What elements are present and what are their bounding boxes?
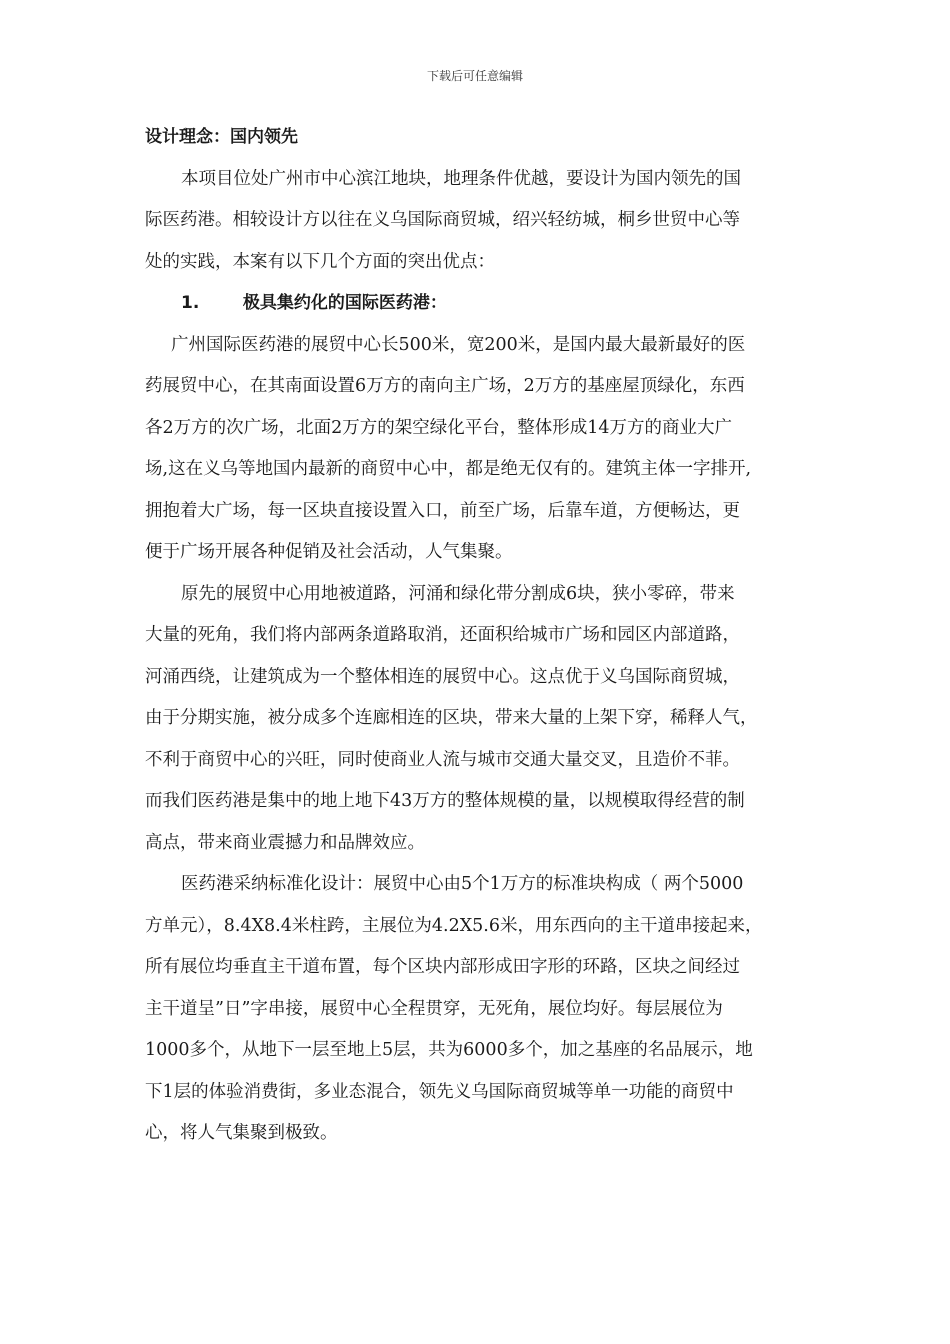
paragraph-line: 方单元），8.4X8.4米柱跨，主展位为4.2X5.6米，用东西向的主干道串接起来， (145, 915, 763, 936)
paragraph-line: 广州国际医药港的展贸中心长500米，宽200米，是国内最大最新最好的医 (171, 334, 746, 355)
list-item-number: 1. (181, 293, 200, 313)
paragraph-line: 药展贸中心，在其南面设置6万方的南向主广场，2万方的基座屋顶绿化，东西 (145, 376, 745, 396)
list-item-heading (145, 283, 815, 325)
paragraph-line: 各2万方的次广场，北面2万方的架空绿化平台，整体形成14万方的商业大广 (145, 417, 733, 438)
paragraph-intro (145, 159, 815, 284)
paragraph-line: 原先的展贸中心用地被道路，河涌和绿化带分割成6块，狭小零碎，带来 (181, 583, 735, 604)
paragraph-line: 医药港采纳标准化设计：展贸中心由5个1万方的标准块构成（ 两个5000 (181, 874, 744, 894)
paragraph-line: 下1层的体验消费街，多业态混合，领先义乌国际商贸城等单一功能的商贸中 (145, 1081, 734, 1102)
paragraph-line: 大量的死角，我们将内部两条道路取消，还面积给城市广场和园区内部道路， (145, 625, 740, 645)
header-note: 下载后可任意编辑 (426, 69, 523, 83)
paragraph-line: 而我们医药港是集中的地上地下43万方的整体规模的量，以规模取得经营的制 (145, 791, 745, 811)
paragraph-line: 高点，带来商业震撼力和品牌效应。 (145, 832, 425, 853)
paragraph-line: 不利于商贸中心的兴旺，同时使商业人流与城市交通大量交叉，且造价不菲。 (145, 749, 740, 770)
paragraph-line: 主干道呈”日”字串接，展贸中心全程贯穿，无死角，展位均好。每层展位为 (145, 998, 723, 1019)
list-item-title: 极具集约化的国际医药港： (242, 293, 447, 313)
paragraph-site (145, 574, 815, 865)
paragraph-line: 河涌西绕，让建筑成为一个整体相连的展贸中心。这点优于义乌国际商贸城， (145, 666, 740, 687)
paragraph-line: 际医药港。相较设计方以往在义乌国际商贸城，绍兴轻纺城，桐乡世贸中心等 (145, 210, 740, 230)
paragraph-line: 便于广场开展各种促销及社会活动，人气集聚。 (145, 542, 513, 562)
paragraph-line: 所有展位均垂直主干道布置，每个区块内部形成田字形的环路，区块之间经过 (145, 957, 740, 977)
paragraph-line: 由于分期实施，被分成多个连廊相连的区块，带来大量的上架下穿，稀释人气， (145, 708, 758, 728)
paragraph-standardization (145, 864, 815, 1155)
paragraph-overview (145, 325, 815, 574)
paragraph-line: 本项目位处广州市中心滨江地块，地理条件优越，要设计为国内领先的国 (181, 168, 741, 189)
section-heading: 设计理念：国内领先 (145, 127, 298, 147)
document-body (145, 117, 815, 1155)
paragraph-line: 场,这在义乌等地国内最新的商贸中心中，都是绝无仅有的。建筑主体一字排开, (145, 459, 752, 479)
paragraph-line: 心，将人气集聚到极致。 (145, 1123, 338, 1143)
paragraph-line: 1000多个，从地下一层至地上5层，共为6000多个，加之基座的名品展示，地 (145, 1040, 753, 1060)
paragraph-line: 拥抱着大广场，每一区块直接设置入口，前至广场，后靠车道，方便畅达，更 (145, 500, 740, 521)
paragraph-line: 处的实践，本案有以下几个方面的突出优点： (145, 251, 495, 272)
